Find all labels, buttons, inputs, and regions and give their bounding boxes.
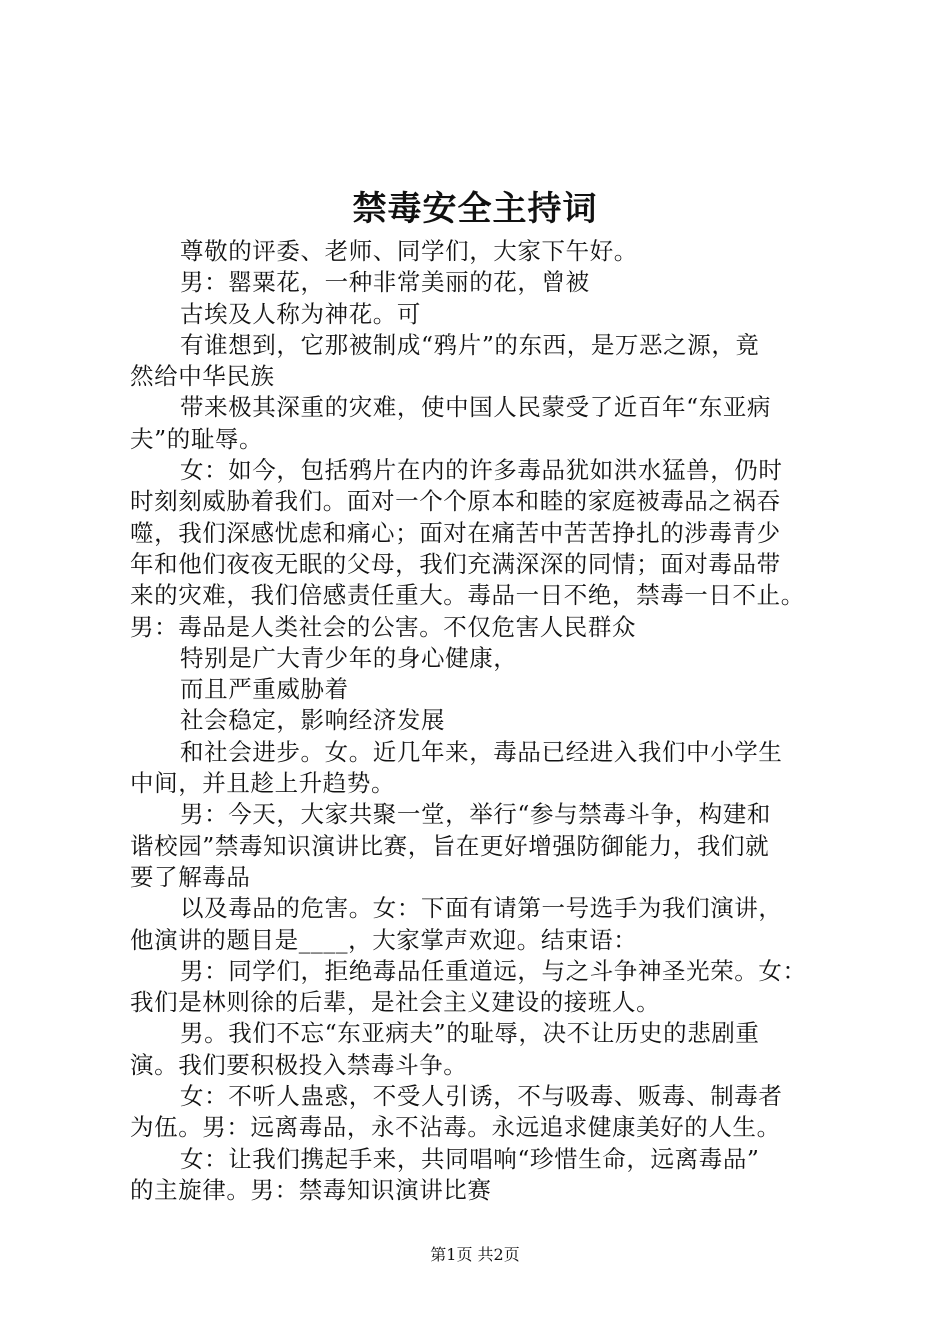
- text-line: 特别是广大青少年的身心健康，: [180, 643, 518, 672]
- text-line: 噬，我们深感忧虑和痛心；面对在痛苦中苦苦挣扎的涉毒青少: [130, 518, 781, 547]
- text-line: 他演讲的题目是____，大家掌声欢迎。结束语：: [130, 925, 638, 954]
- text-line: 要了解毒品: [130, 862, 251, 891]
- text-line: 年和他们夜夜无眠的父母，我们充满深深的同情；面对毒品带: [130, 549, 781, 578]
- text-line: 女：如今，包括鸦片在内的许多毒品犹如洪水猛兽，仍时: [180, 456, 783, 485]
- text-line: 古埃及人称为神花。可: [180, 299, 421, 328]
- text-line: 来的灾难，我们倍感责任重大。毒品一日不绝，禁毒一日不止。: [130, 581, 805, 610]
- text-line: 女：不听人蛊惑，不受人引诱，不与吸毒、贩毒、制毒者: [180, 1082, 783, 1111]
- text-line: 演。我们要积极投入禁毒斗争。: [130, 1050, 468, 1079]
- text-line: 以及毒品的危害。女：下面有请第一号选手为我们演讲，: [180, 894, 783, 923]
- page-footer: 第1页 共2页: [430, 1245, 520, 1264]
- text-line: 男：同学们，拒绝毒品任重道远，与之斗争神圣光荣。女：: [180, 956, 807, 985]
- text-line: 然给中华民族: [130, 362, 275, 391]
- text-line: 而且严重威胁着: [180, 675, 349, 704]
- text-line: 谐校园”禁毒知识演讲比赛，旨在更好增强防御能力，我们就: [130, 831, 770, 860]
- text-line: 中间，并且趁上升趋势。: [130, 769, 396, 798]
- text-line: 有谁想到，它那被制成“鸦片”的东西，是万恶之源，竟: [180, 330, 760, 359]
- text-line: 男：今天，大家共聚一堂，举行“参与禁毒斗争，构建和: [180, 800, 772, 829]
- text-line: 为伍。男：远离毒品，永不沾毒。永远追求健康美好的人生。: [130, 1113, 781, 1142]
- text-line: 男：毒品是人类社会的公害。不仅危害人民群众: [130, 612, 637, 641]
- page-title: 禁毒安全主持词: [352, 189, 598, 229]
- text-line: 社会稳定，影响经济发展: [180, 706, 446, 735]
- text-line: 女：让我们携起手来，共同唱响“珍惜生命，远离毒品”: [180, 1144, 760, 1173]
- text-line: 男：罂粟花，一种非常美丽的花，曾被: [180, 268, 590, 297]
- text-line: 我们是林则徐的后辈，是社会主义建设的接班人。: [130, 988, 661, 1017]
- text-line: 尊敬的评委、老师、同学们，大家下午好。: [180, 237, 638, 265]
- document-body: [130, 236, 860, 1206]
- text-line: 带来极其深重的灾难，使中国人民蒙受了近百年“东亚病: [180, 393, 772, 422]
- text-line: 夫”的耻辱。: [130, 424, 264, 453]
- text-line: 的主旋律。男：禁毒知识演讲比赛: [130, 1175, 492, 1204]
- text-line: 男。我们不忘“东亚病夫”的耻辱，决不让历史的悲剧重: [180, 1019, 760, 1048]
- text-line: 和社会进步。女。近几年来，毒品已经进入我们中小学生: [180, 737, 783, 766]
- text-line: 时刻刻威胁着我们。面对一个个原本和睦的家庭被毒品之祸吞: [130, 487, 781, 516]
